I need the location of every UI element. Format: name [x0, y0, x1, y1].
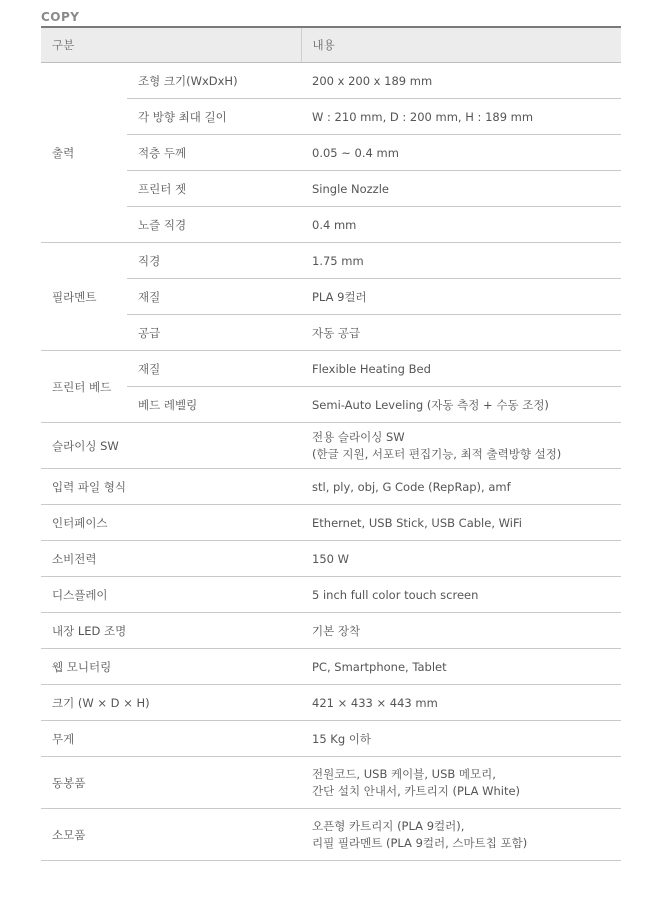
row-value: Single Nozzle — [301, 171, 621, 207]
spec-table — [41, 26, 621, 861]
header-content: 내용 — [301, 27, 621, 63]
row-label: 입력 파일 형식 — [41, 469, 301, 505]
row-value: W : 210 mm, D : 200 mm, H : 189 mm — [301, 99, 621, 135]
table-row — [41, 243, 621, 279]
row-value: Semi-Auto Leveling (자동 측정 + 수동 조정) — [301, 387, 621, 423]
row-value: Flexible Heating Bed — [301, 351, 621, 387]
row-label: 공급 — [127, 315, 301, 351]
group-label-filament: 필라멘트 — [41, 243, 127, 351]
table-row — [41, 721, 621, 757]
table-row — [41, 423, 621, 469]
row-value: 5 inch full color touch screen — [301, 577, 621, 613]
row-label: 프린터 젯 — [127, 171, 301, 207]
table-header-row — [41, 27, 621, 63]
row-label: 소모품 — [41, 809, 301, 861]
value-line: 리필 필라멘트 (PLA 9컬러, 스마트칩 포함) — [312, 835, 528, 850]
spec-body — [41, 63, 621, 861]
row-value: 0.05 ~ 0.4 mm — [301, 135, 621, 171]
row-value — [301, 757, 621, 809]
row-value: 기본 장착 — [301, 613, 621, 649]
header-category: 구분 — [41, 27, 301, 63]
row-label: 조형 크기(WxDxH) — [127, 63, 301, 99]
row-label: 동봉품 — [41, 757, 301, 809]
table-row — [41, 387, 621, 423]
row-label: 내장 LED 조명 — [41, 613, 301, 649]
row-value — [301, 809, 621, 861]
table-row — [41, 577, 621, 613]
row-value: 1.75 mm — [301, 243, 621, 279]
row-label: 베드 레벨링 — [127, 387, 301, 423]
copy-label: COPY — [41, 10, 80, 24]
row-label: 재질 — [127, 351, 301, 387]
row-label: 무게 — [41, 721, 301, 757]
table-row — [41, 135, 621, 171]
table-row — [41, 171, 621, 207]
table-row — [41, 809, 621, 861]
value-line: 전용 슬라이싱 SW — [312, 429, 405, 444]
group-label-printer-bed: 프린터 베드 — [41, 351, 127, 423]
row-label: 직경 — [127, 243, 301, 279]
table-row — [41, 279, 621, 315]
row-value: stl, ply, obj, G Code (RepRap), amf — [301, 469, 621, 505]
row-label: 웹 모니터링 — [41, 649, 301, 685]
table-row — [41, 469, 621, 505]
row-value: 150 W — [301, 541, 621, 577]
row-value: 자동 공급 — [301, 315, 621, 351]
row-label: 크기 (W × D × H) — [41, 685, 301, 721]
table-row — [41, 541, 621, 577]
row-label: 슬라이싱 SW — [41, 423, 301, 469]
row-value — [301, 423, 621, 469]
table-row — [41, 99, 621, 135]
value-line: 간단 설치 안내서, 카트리지 (PLA White) — [312, 783, 521, 798]
table-row — [41, 613, 621, 649]
row-value: 15 Kg 이하 — [301, 721, 621, 757]
row-label: 디스플레이 — [41, 577, 301, 613]
table-row — [41, 649, 621, 685]
row-value: 200 x 200 x 189 mm — [301, 63, 621, 99]
table-row — [41, 685, 621, 721]
value-line: 전원코드, USB 케이블, USB 메모리, — [312, 766, 496, 781]
row-label: 재질 — [127, 279, 301, 315]
table-row — [41, 757, 621, 809]
value-line: 오픈형 카트리지 (PLA 9컬러), — [312, 818, 465, 833]
table-row — [41, 505, 621, 541]
row-label: 소비전력 — [41, 541, 301, 577]
table-row — [41, 207, 621, 243]
row-label: 각 방향 최대 길이 — [127, 99, 301, 135]
table-row — [41, 315, 621, 351]
table-row — [41, 351, 621, 387]
table-row — [41, 63, 621, 99]
group-label-output: 출력 — [41, 63, 127, 243]
row-label: 노즐 직경 — [127, 207, 301, 243]
row-value: Ethernet, USB Stick, USB Cable, WiFi — [301, 505, 621, 541]
row-value: 421 × 433 × 443 mm — [301, 685, 621, 721]
row-label: 적층 두께 — [127, 135, 301, 171]
row-label: 인터페이스 — [41, 505, 301, 541]
value-line: (한글 지원, 서포터 편집기능, 최적 출력방향 설정) — [312, 446, 562, 461]
row-value: 0.4 mm — [301, 207, 621, 243]
row-value: PLA 9컬러 — [301, 279, 621, 315]
row-value: PC, Smartphone, Tablet — [301, 649, 621, 685]
